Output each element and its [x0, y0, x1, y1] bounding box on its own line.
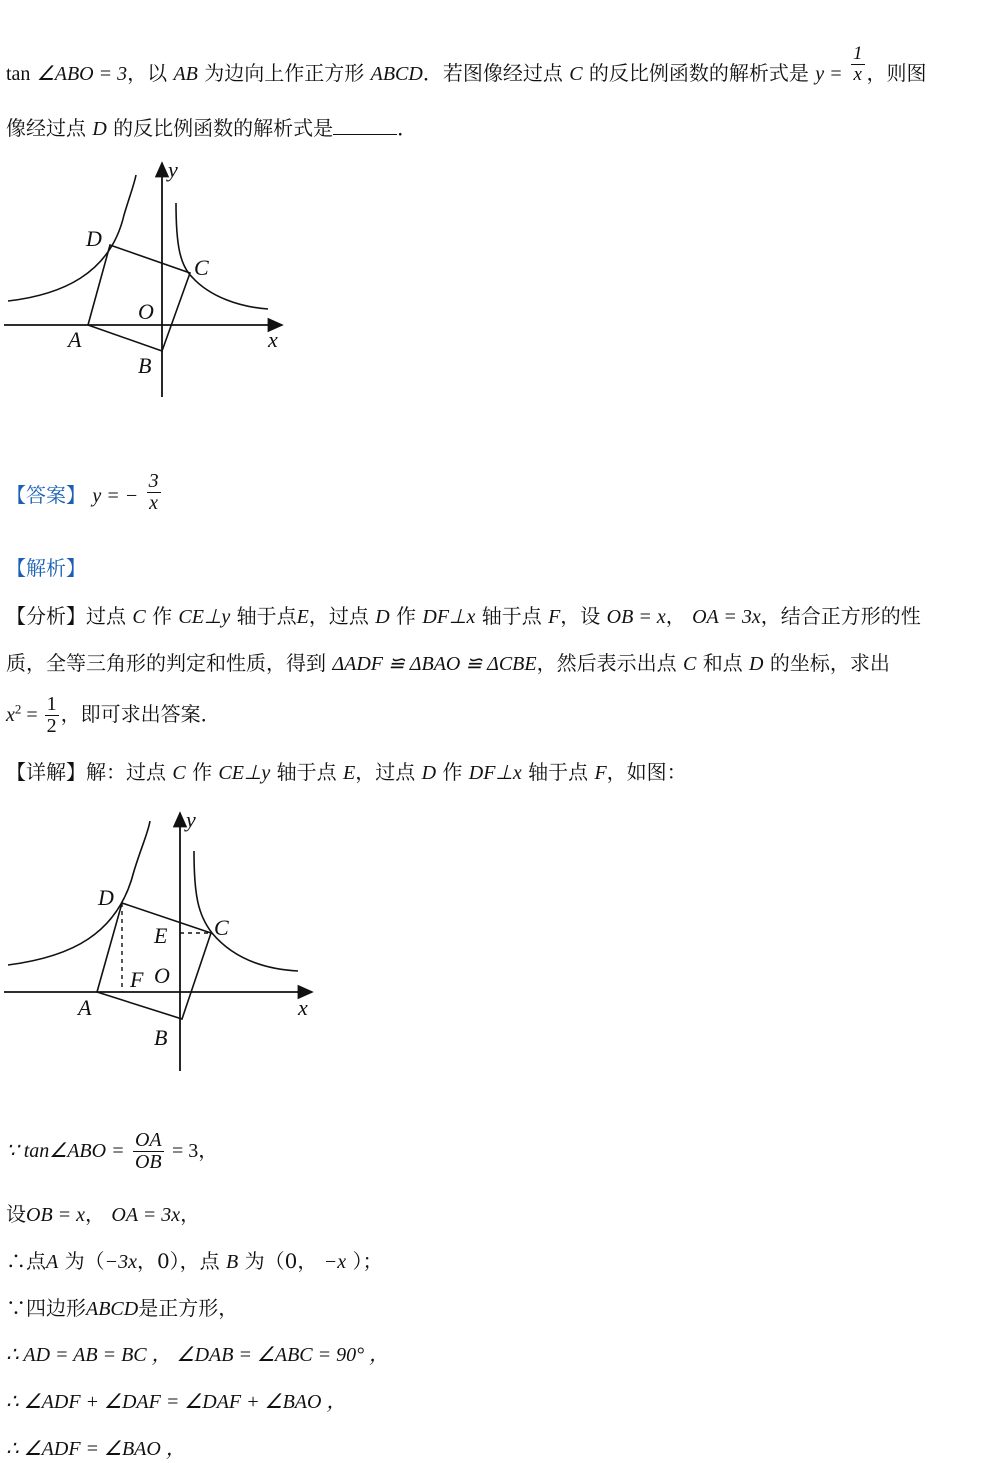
- fraction-1-over-x: [851, 44, 865, 85]
- point-b: B: [226, 1251, 239, 1273]
- numerator: 3: [148, 470, 159, 492]
- text-segment: ，过点: [308, 604, 369, 628]
- numerator: OA: [134, 1129, 162, 1151]
- label-c: C: [214, 915, 229, 940]
- detail-line: [6, 760, 687, 785]
- equals-three: = 3，: [171, 1140, 219, 1162]
- analysis-line-2: [6, 651, 890, 676]
- point-c: C: [132, 606, 146, 628]
- equals: =: [21, 704, 43, 726]
- point-a: A: [46, 1251, 59, 1273]
- figure-2: [0, 805, 330, 1080]
- text-segment: ，结合正方形的性: [760, 604, 921, 628]
- text-segment: 作: [442, 760, 463, 784]
- tan-text: tan: [6, 62, 31, 85]
- oa-eq: OA = 3x: [111, 1204, 181, 1226]
- numerator: 1: [46, 693, 57, 715]
- label-o: O: [138, 299, 154, 324]
- point-d: D: [421, 762, 437, 784]
- oa-over-ob: [133, 1130, 164, 1173]
- figure-1: [0, 155, 300, 405]
- point-e: E: [296, 606, 309, 628]
- hyperbola-left-branch: [8, 175, 136, 301]
- coord-value: −3x: [104, 1251, 137, 1273]
- congruence-statement: ΔADF ≌ ΔBAO ≌ ΔCBE: [332, 653, 537, 675]
- answer-blank: [333, 118, 397, 135]
- text-segment: 轴于点: [276, 760, 337, 784]
- point-f: F: [548, 606, 561, 628]
- text-segment: ，设: [560, 604, 601, 628]
- tan-expression: ∵ tan∠ABO =: [6, 1140, 125, 1162]
- text-segment: 为（0，: [244, 1249, 318, 1273]
- analysis-header: 【解析】: [6, 556, 86, 580]
- label-b: B: [138, 353, 152, 378]
- problem-line-2: [6, 116, 417, 141]
- text-segment: 轴于点: [236, 604, 297, 628]
- answer-label: 【答案】: [6, 483, 86, 507]
- exponent: 2: [14, 701, 22, 717]
- label-c: C: [194, 255, 209, 280]
- text-segment: 的坐标，求出: [769, 651, 890, 675]
- text-segment: 为边向上作正方形: [204, 60, 365, 85]
- label-y: y: [186, 807, 196, 832]
- answer-line: [6, 470, 163, 518]
- label-x: x: [298, 995, 308, 1020]
- square-abcd-shape: [97, 903, 211, 1019]
- point-e: E: [343, 762, 356, 784]
- text-segment: ）；: [352, 1249, 383, 1273]
- point-c: C: [172, 762, 186, 784]
- oa-eq: OA = 3x: [692, 606, 761, 628]
- ce-perp-y: CE⊥y: [218, 762, 271, 784]
- text-segment: ，然后表示出点: [536, 651, 677, 675]
- y-equals: y =: [815, 62, 843, 85]
- analysis-line-1: 【分析】过点 C 作 CE⊥y 轴于点E，过点 D 作 DF⊥x 轴于点 F，设 OB = x， OA = 3x，结合正方形的性: [6, 604, 921, 628]
- solution-step-7: ∴ ∠ADF = ∠BAO ，: [6, 1438, 186, 1460]
- detail-label: 【详解】: [6, 760, 86, 784]
- analysis-label: 【分析】: [6, 604, 86, 628]
- numerator: 1: [853, 43, 863, 64]
- label-a: A: [68, 327, 82, 352]
- text-segment: 作: [396, 604, 417, 628]
- hyperbola-right-branch: [176, 203, 268, 309]
- ob-eq: OB = x: [606, 606, 666, 628]
- text-segment: ，过点: [355, 760, 416, 784]
- solution-step-2: [6, 1202, 200, 1227]
- half-fraction: [45, 694, 59, 737]
- text-segment: ，则图: [866, 60, 927, 85]
- text-segment: ，以: [127, 60, 168, 85]
- denominator: OB: [134, 1151, 162, 1173]
- text-segment: 为（: [64, 1249, 105, 1273]
- hyperbola-left-branch: [8, 821, 150, 965]
- denominator: x: [853, 63, 862, 85]
- text-segment: ∴点: [6, 1249, 46, 1273]
- point-c: C: [682, 653, 697, 675]
- solution-step-4: [6, 1296, 238, 1321]
- text-segment: 过点: [86, 604, 126, 628]
- text-segment: 质，全等三角形的判定和性质，得到: [6, 651, 326, 675]
- hyperbola-right-branch: [194, 851, 298, 971]
- solution-step-6: ∴ ∠ADF + ∠DAF = ∠DAF + ∠BAO ，: [6, 1391, 347, 1413]
- denominator: 2: [46, 715, 57, 737]
- text-segment: 是正方形，: [138, 1296, 239, 1320]
- text-segment: ∵四边形: [6, 1296, 86, 1320]
- angle-abo-eq: ∠ABO = 3: [36, 62, 128, 85]
- point-c: C: [569, 62, 583, 85]
- text-segment: 和点: [702, 651, 743, 675]
- comma: ，: [85, 1202, 106, 1226]
- text-segment: 像经过点: [6, 116, 86, 140]
- text-segment: ，如图：: [606, 760, 687, 784]
- text-segment: 作: [152, 604, 173, 628]
- text-segment: 的反比例函数的解析式是: [113, 116, 334, 140]
- label-f: F: [130, 967, 144, 992]
- analysis-line-3: [6, 694, 221, 737]
- point-d: D: [375, 606, 390, 628]
- text-segment: ，0），点: [136, 1249, 220, 1273]
- label-d: D: [98, 885, 114, 910]
- ce-perp-y: CE⊥y: [178, 606, 231, 628]
- text-segment: 的反比例函数的解析式是: [588, 60, 809, 85]
- solution-step-3: [6, 1249, 382, 1274]
- label-a: A: [78, 995, 92, 1020]
- square-abcd: ABCD: [86, 1298, 139, 1320]
- text-segment: ．若图像经过点: [422, 60, 563, 85]
- text-segment: 设: [6, 1202, 26, 1226]
- solution-step-1: [6, 1130, 218, 1173]
- point-d: D: [92, 118, 107, 140]
- ob-eq: OB = x: [26, 1204, 86, 1226]
- answer-fraction: [147, 471, 161, 514]
- text-segment: ，即可求出答案．: [60, 702, 221, 726]
- point-d: D: [749, 653, 764, 675]
- segment-ab: AB: [173, 62, 198, 85]
- denominator: x: [149, 492, 159, 514]
- square-abcd-shape: [88, 245, 190, 351]
- label-x: x: [268, 327, 278, 352]
- coord-value: −x: [323, 1251, 347, 1273]
- text-segment: 作: [192, 760, 213, 784]
- text-segment: 轴于点: [481, 604, 542, 628]
- text-segment: 解：过点: [86, 760, 166, 784]
- problem-line-1: [6, 43, 927, 95]
- answer-expression: y = −: [92, 485, 139, 507]
- comma: ，: [180, 1202, 201, 1226]
- df-perp-x: DF⊥x: [422, 606, 476, 628]
- square-abcd: ABCD: [370, 62, 423, 85]
- label-o: O: [154, 963, 170, 988]
- solution-step-5: ∴ AD = AB = BC ， ∠DAB = ∠ABC = 90° ，: [6, 1344, 390, 1366]
- point-f: F: [594, 762, 607, 784]
- label-e: E: [154, 923, 168, 948]
- label-d: D: [86, 226, 102, 251]
- df-perp-x: DF⊥x: [468, 762, 522, 784]
- x-squared-base: x: [6, 704, 15, 726]
- period: ．: [397, 116, 418, 140]
- label-y: y: [168, 157, 178, 182]
- text-segment: 轴于点: [528, 760, 589, 784]
- label-b: B: [154, 1025, 168, 1050]
